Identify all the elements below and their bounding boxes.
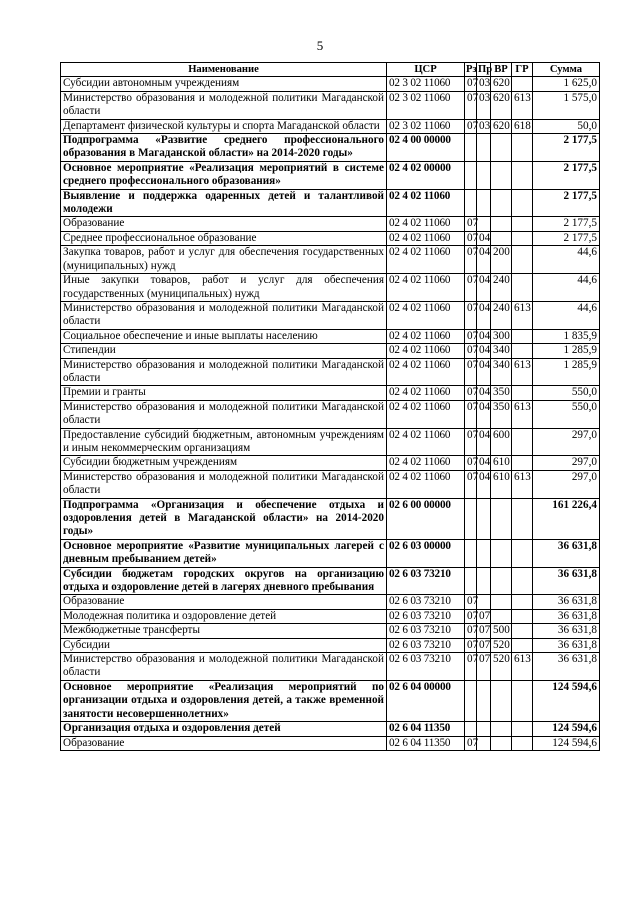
cell-gr: 613 bbox=[512, 301, 533, 329]
cell-sum: 550,0 bbox=[533, 400, 600, 428]
cell-name: Образование bbox=[61, 595, 387, 609]
cell-rz: 07 bbox=[465, 329, 477, 343]
cell-gr bbox=[512, 680, 533, 721]
header-name: Наименование bbox=[61, 63, 387, 77]
cell-rz: 07 bbox=[465, 77, 477, 91]
cell-pr bbox=[477, 134, 491, 162]
table-row bbox=[61, 736, 600, 750]
table-row bbox=[61, 329, 600, 343]
cell-gr: 613 bbox=[512, 358, 533, 386]
table-row bbox=[61, 539, 600, 567]
cell-sum: 2 177,5 bbox=[533, 189, 600, 217]
cell-vr: 340 bbox=[491, 344, 512, 358]
cell-csr: 02 6 04 00000 bbox=[387, 680, 465, 721]
cell-csr: 02 6 03 00000 bbox=[387, 539, 465, 567]
cell-gr bbox=[512, 217, 533, 231]
table-row bbox=[61, 498, 600, 539]
table-row bbox=[61, 77, 600, 91]
cell-gr: 613 bbox=[512, 91, 533, 119]
table-row bbox=[61, 624, 600, 638]
cell-name: Субсидии бюджетным учреждениям bbox=[61, 456, 387, 470]
cell-name: Подпрограмма «Развитие среднего профессионального образования в Магаданской области» на 2014-2020 годы» bbox=[61, 134, 387, 162]
table-row bbox=[61, 680, 600, 721]
cell-vr bbox=[491, 609, 512, 623]
cell-sum: 297,0 bbox=[533, 470, 600, 498]
cell-gr bbox=[512, 609, 533, 623]
cell-name: Среднее профессиональное образование bbox=[61, 231, 387, 245]
table-row bbox=[61, 595, 600, 609]
cell-sum: 161 226,4 bbox=[533, 498, 600, 539]
table-row bbox=[61, 274, 600, 302]
cell-name: Министерство образования и молодежной политики Магаданской области bbox=[61, 358, 387, 386]
cell-sum: 1 285,9 bbox=[533, 344, 600, 358]
cell-vr bbox=[491, 680, 512, 721]
table-row bbox=[61, 358, 600, 386]
cell-name: Предоставление субсидий бюджетным, автономным учреждениям и иным некоммерческим организациям bbox=[61, 428, 387, 456]
cell-vr: 520 bbox=[491, 638, 512, 652]
cell-vr: 620 bbox=[491, 77, 512, 91]
cell-name: Департамент физической культуры и спорта Магаданской области bbox=[61, 119, 387, 133]
cell-name: Субсидии бюджетам городских округов на организацию отдыха и оздоровление детей в лагерях дневного пребывания bbox=[61, 567, 387, 595]
cell-gr bbox=[512, 456, 533, 470]
cell-sum: 297,0 bbox=[533, 456, 600, 470]
cell-csr: 02 4 02 11060 bbox=[387, 246, 465, 274]
page-number: 5 bbox=[316, 38, 324, 53]
cell-sum: 2 177,5 bbox=[533, 161, 600, 189]
cell-csr: 02 6 00 00000 bbox=[387, 498, 465, 539]
cell-rz: 07 bbox=[465, 231, 477, 245]
cell-sum: 1 575,0 bbox=[533, 91, 600, 119]
cell-gr bbox=[512, 329, 533, 343]
cell-csr: 02 4 02 11060 bbox=[387, 274, 465, 302]
cell-csr: 02 3 02 11060 bbox=[387, 91, 465, 119]
cell-rz bbox=[465, 722, 477, 736]
cell-rz bbox=[465, 498, 477, 539]
table-row bbox=[61, 400, 600, 428]
cell-gr bbox=[512, 189, 533, 217]
cell-vr: 620 bbox=[491, 91, 512, 119]
cell-pr: 04 bbox=[477, 386, 491, 400]
cell-sum: 36 631,8 bbox=[533, 595, 600, 609]
cell-name: Премии и гранты bbox=[61, 386, 387, 400]
cell-rz: 07 bbox=[465, 386, 477, 400]
table-row bbox=[61, 653, 600, 681]
cell-csr: 02 4 02 11060 bbox=[387, 386, 465, 400]
cell-pr bbox=[477, 567, 491, 595]
cell-csr: 02 6 03 73210 bbox=[387, 609, 465, 623]
cell-sum: 124 594,6 bbox=[533, 736, 600, 750]
cell-pr: 04 bbox=[477, 274, 491, 302]
cell-sum: 1 835,9 bbox=[533, 329, 600, 343]
cell-vr: 610 bbox=[491, 456, 512, 470]
cell-sum: 124 594,6 bbox=[533, 722, 600, 736]
cell-rz: 07 bbox=[465, 470, 477, 498]
header-pr: Пр bbox=[478, 64, 493, 75]
table-header bbox=[61, 63, 600, 77]
cell-pr: 04 bbox=[477, 456, 491, 470]
cell-csr: 02 6 03 73210 bbox=[387, 653, 465, 681]
cell-pr bbox=[477, 189, 491, 217]
cell-vr bbox=[491, 134, 512, 162]
cell-pr bbox=[477, 217, 491, 231]
cell-sum: 36 631,8 bbox=[533, 567, 600, 595]
cell-name: Выявление и поддержка одаренных детей и талантливой молодежи bbox=[61, 189, 387, 217]
table-row bbox=[61, 91, 600, 119]
cell-pr bbox=[477, 736, 491, 750]
cell-vr bbox=[491, 231, 512, 245]
cell-gr bbox=[512, 274, 533, 302]
cell-pr: 03 bbox=[477, 119, 491, 133]
cell-vr bbox=[491, 217, 512, 231]
header-csr: ЦСР bbox=[387, 63, 465, 77]
table-row bbox=[61, 119, 600, 133]
cell-rz: 07 bbox=[465, 456, 477, 470]
cell-gr bbox=[512, 595, 533, 609]
cell-rz: 07 bbox=[465, 609, 477, 623]
cell-rz bbox=[465, 134, 477, 162]
table-row bbox=[61, 722, 600, 736]
cell-rz: 07 bbox=[465, 217, 477, 231]
cell-pr bbox=[477, 595, 491, 609]
header-vr: ВР bbox=[491, 63, 512, 77]
cell-gr bbox=[512, 134, 533, 162]
header-gr: ГР bbox=[512, 63, 533, 77]
cell-csr: 02 4 02 11060 bbox=[387, 344, 465, 358]
cell-sum: 2 177,5 bbox=[533, 217, 600, 231]
cell-pr: 04 bbox=[477, 301, 491, 329]
cell-csr: 02 6 04 11350 bbox=[387, 736, 465, 750]
cell-csr: 02 4 00 00000 bbox=[387, 134, 465, 162]
cell-sum: 124 594,6 bbox=[533, 680, 600, 721]
cell-csr: 02 4 02 11060 bbox=[387, 189, 465, 217]
cell-pr: 03 bbox=[477, 91, 491, 119]
cell-gr bbox=[512, 344, 533, 358]
cell-csr: 02 4 02 00000 bbox=[387, 161, 465, 189]
cell-csr: 02 4 02 11060 bbox=[387, 428, 465, 456]
cell-vr: 300 bbox=[491, 329, 512, 343]
cell-vr: 520 bbox=[491, 653, 512, 681]
cell-name: Основное мероприятие «Реализация мероприятий по организации отдыха и оздоровления детей, а также временной занятости несовершеннолетних» bbox=[61, 680, 387, 721]
cell-name: Межбюджетные трансферты bbox=[61, 624, 387, 638]
cell-pr: 07 bbox=[477, 624, 491, 638]
cell-csr: 02 4 02 11060 bbox=[387, 231, 465, 245]
table-row bbox=[61, 638, 600, 652]
cell-rz: 07 bbox=[465, 301, 477, 329]
cell-gr bbox=[512, 77, 533, 91]
cell-vr bbox=[491, 189, 512, 217]
cell-gr bbox=[512, 231, 533, 245]
cell-pr: 04 bbox=[477, 428, 491, 456]
cell-rz bbox=[465, 567, 477, 595]
cell-gr bbox=[512, 624, 533, 638]
cell-vr: 600 bbox=[491, 428, 512, 456]
cell-rz: 07 bbox=[465, 119, 477, 133]
cell-gr bbox=[512, 539, 533, 567]
cell-vr: 200 bbox=[491, 246, 512, 274]
cell-vr bbox=[491, 539, 512, 567]
table-row bbox=[61, 386, 600, 400]
cell-pr: 04 bbox=[477, 329, 491, 343]
cell-rz: 07 bbox=[465, 595, 477, 609]
cell-gr bbox=[512, 567, 533, 595]
cell-gr bbox=[512, 161, 533, 189]
cell-rz: 07 bbox=[465, 736, 477, 750]
cell-name: Министерство образования и молодежной политики Магаданской области bbox=[61, 301, 387, 329]
cell-sum: 550,0 bbox=[533, 386, 600, 400]
cell-vr bbox=[491, 567, 512, 595]
cell-rz: 07 bbox=[465, 428, 477, 456]
cell-sum: 36 631,8 bbox=[533, 638, 600, 652]
cell-gr bbox=[512, 722, 533, 736]
cell-pr: 04 bbox=[477, 470, 491, 498]
cell-csr: 02 4 02 11060 bbox=[387, 400, 465, 428]
cell-vr bbox=[491, 498, 512, 539]
cell-pr: 04 bbox=[477, 246, 491, 274]
budget-table bbox=[60, 62, 600, 751]
cell-gr: 613 bbox=[512, 653, 533, 681]
cell-sum: 44,6 bbox=[533, 246, 600, 274]
cell-csr: 02 4 02 11060 bbox=[387, 470, 465, 498]
cell-name: Субсидии bbox=[61, 638, 387, 652]
header-sum: Сумма bbox=[533, 63, 600, 77]
cell-sum: 1 285,9 bbox=[533, 358, 600, 386]
cell-rz bbox=[465, 680, 477, 721]
cell-name: Образование bbox=[61, 217, 387, 231]
cell-name: Молодежная политика и оздоровление детей bbox=[61, 609, 387, 623]
cell-sum: 1 625,0 bbox=[533, 77, 600, 91]
cell-gr bbox=[512, 386, 533, 400]
cell-csr: 02 6 03 73210 bbox=[387, 638, 465, 652]
cell-sum: 44,6 bbox=[533, 274, 600, 302]
cell-name: Социальное обеспечение и иные выплаты населению bbox=[61, 329, 387, 343]
cell-name: Иные закупки товаров, работ и услуг для обеспечения государственных (муниципальных) нужд bbox=[61, 274, 387, 302]
cell-vr: 350 bbox=[491, 400, 512, 428]
cell-pr: 07 bbox=[477, 653, 491, 681]
cell-vr: 350 bbox=[491, 386, 512, 400]
cell-rz: 07 bbox=[465, 653, 477, 681]
table-row bbox=[61, 428, 600, 456]
cell-name: Основное мероприятие «Реализация мероприятий в системе среднего профессионального образования» bbox=[61, 161, 387, 189]
cell-pr bbox=[477, 161, 491, 189]
cell-sum: 36 631,8 bbox=[533, 653, 600, 681]
cell-gr bbox=[512, 428, 533, 456]
cell-rz: 07 bbox=[465, 624, 477, 638]
cell-pr: 04 bbox=[477, 344, 491, 358]
cell-pr: 07 bbox=[477, 609, 491, 623]
cell-gr: 618 bbox=[512, 119, 533, 133]
cell-gr bbox=[512, 498, 533, 539]
cell-vr: 340 bbox=[491, 358, 512, 386]
cell-name: Министерство образования и молодежной политики Магаданской области bbox=[61, 653, 387, 681]
table-row bbox=[61, 134, 600, 162]
cell-csr: 02 3 02 11060 bbox=[387, 119, 465, 133]
cell-name: Субсидии автономным учреждениям bbox=[61, 77, 387, 91]
cell-csr: 02 3 02 11060 bbox=[387, 77, 465, 91]
cell-csr: 02 6 04 11350 bbox=[387, 722, 465, 736]
table-row bbox=[61, 567, 600, 595]
cell-csr: 02 4 02 11060 bbox=[387, 358, 465, 386]
cell-vr: 620 bbox=[491, 119, 512, 133]
table-row bbox=[61, 470, 600, 498]
cell-name: Министерство образования и молодежной политики Магаданской области bbox=[61, 400, 387, 428]
cell-rz: 07 bbox=[465, 246, 477, 274]
cell-gr: 613 bbox=[512, 470, 533, 498]
table-row bbox=[61, 246, 600, 274]
cell-pr bbox=[477, 539, 491, 567]
cell-vr: 610 bbox=[491, 470, 512, 498]
cell-gr bbox=[512, 246, 533, 274]
cell-vr: 500 bbox=[491, 624, 512, 638]
cell-sum: 50,0 bbox=[533, 119, 600, 133]
table-row bbox=[61, 301, 600, 329]
cell-sum: 36 631,8 bbox=[533, 609, 600, 623]
cell-name: Образование bbox=[61, 736, 387, 750]
cell-csr: 02 4 02 11060 bbox=[387, 456, 465, 470]
cell-csr: 02 6 03 73210 bbox=[387, 624, 465, 638]
cell-pr bbox=[477, 722, 491, 736]
cell-sum: 44,6 bbox=[533, 301, 600, 329]
cell-sum: 36 631,8 bbox=[533, 539, 600, 567]
cell-gr bbox=[512, 638, 533, 652]
cell-pr bbox=[477, 498, 491, 539]
cell-vr bbox=[491, 722, 512, 736]
cell-rz: 07 bbox=[465, 344, 477, 358]
table-row bbox=[61, 189, 600, 217]
cell-gr bbox=[512, 736, 533, 750]
cell-pr: 03 bbox=[477, 77, 491, 91]
cell-rz: 07 bbox=[465, 91, 477, 119]
cell-name: Стипендии bbox=[61, 344, 387, 358]
table-row bbox=[61, 217, 600, 231]
cell-vr: 240 bbox=[491, 301, 512, 329]
header-rz: Рз bbox=[466, 64, 477, 75]
cell-vr bbox=[491, 161, 512, 189]
cell-rz bbox=[465, 539, 477, 567]
cell-rz: 07 bbox=[465, 358, 477, 386]
cell-vr bbox=[491, 736, 512, 750]
cell-pr: 07 bbox=[477, 638, 491, 652]
cell-pr: 04 bbox=[477, 231, 491, 245]
table-body bbox=[61, 77, 600, 751]
cell-rz: 07 bbox=[465, 274, 477, 302]
table-row bbox=[61, 609, 600, 623]
table-row bbox=[61, 161, 600, 189]
cell-csr: 02 6 03 73210 bbox=[387, 567, 465, 595]
cell-rz: 07 bbox=[465, 400, 477, 428]
cell-rz bbox=[465, 189, 477, 217]
cell-sum: 297,0 bbox=[533, 428, 600, 456]
cell-name: Основное мероприятие «Развитие муниципальных лагерей с дневным пребыванием детей» bbox=[61, 539, 387, 567]
table-row bbox=[61, 344, 600, 358]
cell-pr bbox=[477, 680, 491, 721]
cell-name: Закупка товаров, работ и услуг для обеспечения государственных (муниципальных) нужд bbox=[61, 246, 387, 274]
cell-csr: 02 6 03 73210 bbox=[387, 595, 465, 609]
cell-csr: 02 4 02 11060 bbox=[387, 217, 465, 231]
cell-pr: 04 bbox=[477, 400, 491, 428]
cell-sum: 36 631,8 bbox=[533, 624, 600, 638]
cell-name: Подпрограмма «Организация и обеспечение отдыха и оздоровления детей в Магаданской области» на 2014-2020 годы» bbox=[61, 498, 387, 539]
cell-csr: 02 4 02 11060 bbox=[387, 329, 465, 343]
cell-name: Организация отдыха и оздоровления детей bbox=[61, 722, 387, 736]
cell-csr: 02 4 02 11060 bbox=[387, 301, 465, 329]
cell-sum: 2 177,5 bbox=[533, 231, 600, 245]
cell-name: Министерство образования и молодежной политики Магаданской области bbox=[61, 91, 387, 119]
cell-pr: 04 bbox=[477, 358, 491, 386]
table-row bbox=[61, 456, 600, 470]
cell-vr: 240 bbox=[491, 274, 512, 302]
table-row bbox=[61, 231, 600, 245]
cell-sum: 2 177,5 bbox=[533, 134, 600, 162]
cell-gr: 613 bbox=[512, 400, 533, 428]
cell-rz: 07 bbox=[465, 638, 477, 652]
cell-name: Министерство образования и молодежной политики Магаданской области bbox=[61, 470, 387, 498]
cell-vr bbox=[491, 595, 512, 609]
cell-rz bbox=[465, 161, 477, 189]
